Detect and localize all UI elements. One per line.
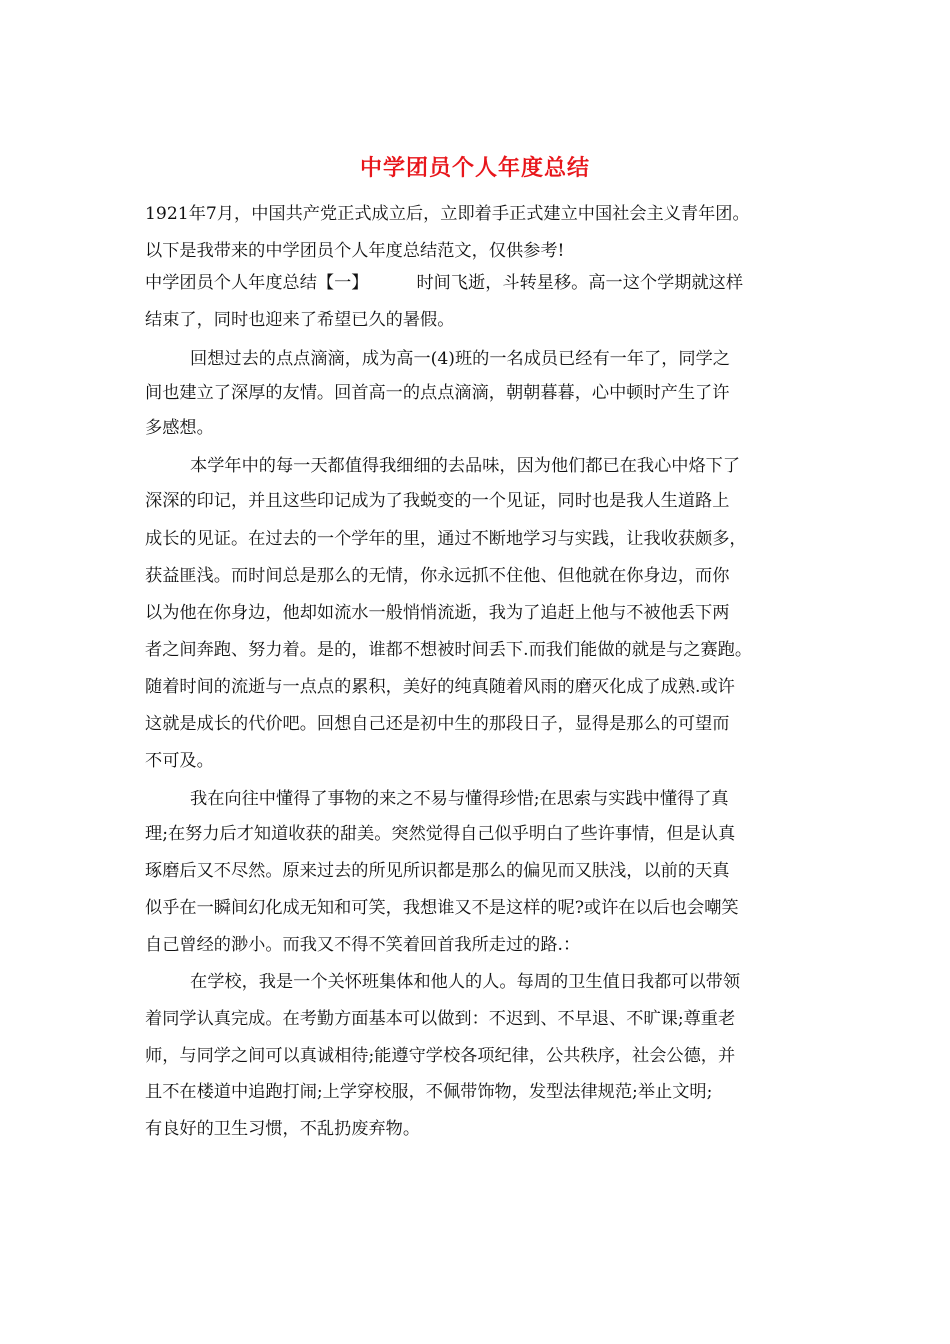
section-heading-line	[145, 271, 743, 295]
document-title: 中学团员个人年度总结	[359, 155, 590, 181]
paragraph-line: 深深的印记，并且这些印记成为了我蜕变的一个见证，同时也是我人生道路上	[145, 491, 730, 511]
paragraph-line: 间也建立了深厚的友情。回首高一的点点滴滴，朝朝暮暮，心中顿时产生了许	[145, 383, 730, 403]
section-heading: 中学团员个人年度总结【一】	[145, 273, 369, 293]
section-first-sentence: 时间飞逝，斗转星移。高一这个学期就这样	[416, 273, 744, 293]
paragraph-line: 获益匪浅。而时间总是那么的无情，你永远抓不住他、但他就在你身边，而你	[145, 566, 730, 586]
intro-line-2: 以下是我带来的中学团员个人年度总结范文，仅供参考!	[145, 241, 565, 261]
paragraph-line: 以为他在你身边，他却如流水一般悄悄流逝，我为了追赶上他与不被他丢下两	[145, 603, 730, 623]
paragraph-line: 师，与同学之间可以真诚相待;能遵守学校各项纪律，公共秩序，社会公德，并	[145, 1046, 736, 1066]
paragraph-line: 有良好的卫生习惯，不乱扔废弃物。	[145, 1119, 421, 1139]
paragraph-line: 这就是成长的代价吧。回想自己还是初中生的那段日子，显得是那么的可望而	[145, 714, 730, 734]
paragraph-line: 自己曾经的渺小。而我又不得不笑着回首我所走过的路.：	[145, 935, 581, 955]
paragraph-line: 多感想。	[145, 418, 214, 438]
paragraph-line: 在学校，我是一个关怀班集体和他人的人。每周的卫生值日我都可以带领	[190, 972, 741, 992]
paragraph-line: 本学年中的每一天都值得我细细的去品味，因为他们都已在我心中烙下了	[190, 456, 741, 476]
paragraph-line: 似乎在一瞬间幻化成无知和可笑，我想谁又不是这样的呢?或许在以后也会嘲笑	[145, 898, 739, 918]
paragraph-line: 成长的见证。在过去的一个学年的里，通过不断地学习与实践，让我收获颇多，	[145, 529, 747, 549]
paragraph-line: 着同学认真完成。在考勤方面基本可以做到：不迟到、不早退、不旷课;尊重老	[145, 1009, 736, 1029]
paragraph-line: 理;在努力后才知道收获的甜美。突然觉得自己似乎明白了些许事情，但是认真	[145, 824, 736, 844]
paragraph-line: 结束了，同时也迎来了希望已久的暑假。	[145, 310, 455, 330]
paragraph-line: 且不在楼道中追跑打闹;上学穿校服，不佩带饰物，发型法律规范;举止文明;	[145, 1082, 713, 1102]
paragraph-line: 随着时间的流逝与一点点的累积，美好的纯真随着风雨的磨灭化成了成熟.或许	[145, 677, 735, 697]
paragraph-line: 回想过去的点点滴滴，成为高一(4)班的一名成员已经有一年了，同学之	[190, 349, 730, 369]
paragraph-line: 不可及。	[145, 751, 214, 771]
paragraph-line: 琢磨后又不尽然。原来过去的所见所识都是那么的偏见而又肤浅，以前的天真	[145, 861, 730, 881]
intro-line-1: 1921年7月，中国共产党正式成立后，立即着手正式建立中国社会主义青年团。	[145, 204, 750, 224]
paragraph-line: 者之间奔跑、努力着。是的，谁都不想被时间丢下.而我们能做的就是与之赛跑。	[145, 640, 753, 660]
paragraph-line: 我在向往中懂得了事物的来之不易与懂得珍惜;在思索与实践中懂得了真	[190, 789, 729, 809]
